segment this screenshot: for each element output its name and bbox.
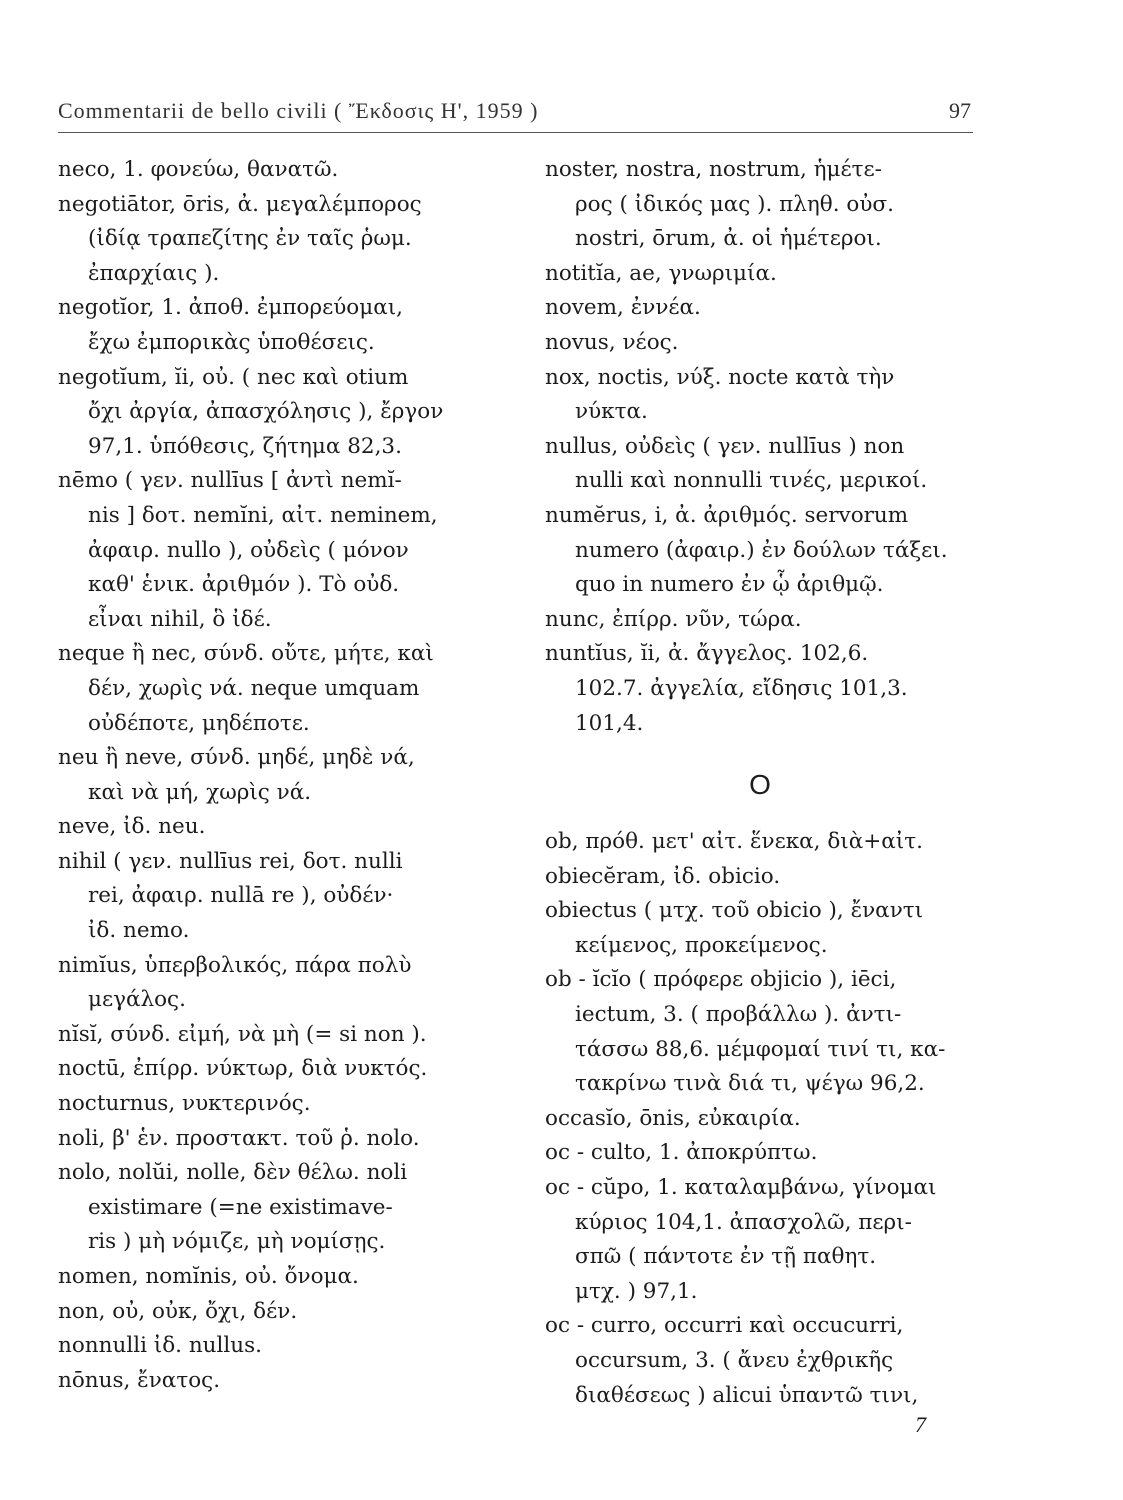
right-column-top-entries — [545, 153, 975, 741]
right-column-bottom-entries — [545, 825, 975, 1413]
dictionary-line: nēmo ( γεν. nullīus [ ἀντὶ nemĭ- — [58, 468, 402, 494]
dictionary-line: numĕrus, i, ἀ. ἀριθμός. servorum — [545, 502, 909, 528]
dictionary-line: κύριος 104,1. ἀπασχολῶ, περι- — [575, 1209, 912, 1235]
dictionary-line: ob, πρόθ. μετ' αἰτ. ἕνεκα, διὰ+αἰτ. — [545, 829, 923, 855]
dictionary-line: notitĭa, ae, γνωριμία. — [545, 260, 777, 286]
page-header — [58, 92, 973, 133]
dictionary-line: noli, β' ἑν. προστακτ. τοῦ ῥ. nolo. — [58, 1125, 420, 1151]
dictionary-line: noster, nostra, nostrum, ἡμέτε- — [545, 157, 882, 182]
dictionary-line: νύκτα. — [575, 399, 648, 425]
dictionary-line: existimare (=ne existimave- — [88, 1194, 393, 1220]
dictionary-line: novem, ἐννέα. — [545, 295, 701, 321]
dictionary-line: μτχ. ) 97,1. — [575, 1278, 698, 1304]
dictionary-line: rei, ἀφαιρ. nullā re ), οὐδέν· — [88, 883, 394, 909]
dictionary-line: ὄχι ἀργία, ἀπασχόλησις ), ἔργον — [88, 399, 444, 425]
dictionary-line: novus, νέος. — [545, 329, 679, 355]
dictionary-line: iectum, 3. ( προβάλλω ). ἀντι- — [575, 1002, 902, 1028]
dictionary-line: κείμενος, προκείμενος. — [575, 932, 828, 958]
dictionary-line: oc - culto, 1. ἀποκρύπτω. — [545, 1140, 818, 1166]
dictionary-line: numero (ἀφαιρ.) ἐν δούλων τάξει. — [575, 537, 948, 563]
dictionary-line: nox, noctis, νύξ. nocte κατὰ τὴν — [545, 364, 895, 390]
dictionary-line: nis ] δοτ. nemĭni, αἰτ. neminem, — [88, 502, 438, 528]
dictionary-line: negotĭum, ĭi, οὐ. ( nec καὶ otium — [58, 364, 409, 390]
dictionary-line: neque ἢ nec, σύνδ. οὔτε, μήτε, καὶ — [58, 641, 434, 667]
dictionary-line: ρος ( ἰδικός μας ). πληθ. οὐσ. — [575, 191, 894, 217]
footer-signature: 7 — [915, 1412, 926, 1437]
dictionary-line: διαθέσεως ) alicui ὑπαντῶ τινι, — [575, 1382, 919, 1408]
dictionary-line: neco, 1. φονεύω, θανατῶ. — [58, 157, 339, 182]
dictionary-line: 97,1. ὑπόθεσις, ζήτημα 82,3. — [88, 433, 402, 459]
dictionary-line: nonnulli ἰδ. nullus. — [58, 1333, 262, 1359]
section-letter: O — [749, 769, 771, 801]
dictionary-line: oc - cŭpo, 1. καταλαμβάνω, γίνομαι — [545, 1175, 937, 1201]
dictionary-line: ris ) μὴ νόμιζε, μὴ νομίσῃς. — [88, 1229, 386, 1255]
dictionary-line: nulli καὶ nonnulli τινές, μερικοί. — [575, 468, 928, 494]
dictionary-line: nolo, nolŭi, nolle, δὲν θέλω. noli — [58, 1160, 408, 1186]
dictionary-line: neu ἢ neve, σύνδ. μηδέ, μηδὲ νά, — [58, 745, 415, 771]
dictionary-line: negotiātor, ōris, ἀ. μεγαλέμπορος — [58, 191, 422, 217]
dictionary-line: neve, ἰδ. neu. — [58, 814, 206, 840]
dictionary-line: obiectus ( μτχ. τοῦ obicio ), ἔναντι — [545, 898, 924, 924]
dictionary-line: (ἰδίᾳ τραπεζίτης ἐν ταῖς ῥωμ. — [88, 226, 412, 252]
dictionary-line: 102.7. ἀγγελία, εἴδησις 101,3. — [575, 675, 908, 701]
dictionary-line: nullus, οὐδεὶς ( γεν. nullīus ) non — [545, 433, 905, 459]
dictionary-line: occasĭo, ōnis, εὐκαιρία. — [545, 1105, 801, 1131]
dictionary-line: nimĭus, ὑπερβολικός, πάρα πολὺ — [58, 952, 412, 978]
dictionary-line: καὶ νὰ μή, χωρὶς νά. — [88, 779, 312, 805]
dictionary-line: occursum, 3. ( ἄνευ ἐχθρικῆς — [575, 1348, 894, 1373]
dictionary-line: καθ' ἑνικ. ἀριθμόν ). Τὸ οὐδ. — [88, 572, 400, 598]
dictionary-line: εἶναι nihil, ὃ ἰδέ. — [88, 606, 272, 632]
dictionary-line: τάσσω 88,6. μέμφομαί τινί τι, κα- — [575, 1036, 946, 1062]
dictionary-line: obiecĕram, ἰδ. obicio. — [545, 863, 781, 889]
dictionary-line: nuntĭus, ĭi, ἀ. ἄγγελος. 102,6. — [545, 641, 869, 667]
dictionary-line: non, οὐ, οὐκ, ὄχι, δέν. — [58, 1298, 298, 1324]
dictionary-line: nĭsĭ, σύνδ. εἰμή, νὰ μὴ (= si non ). — [58, 1021, 427, 1047]
right-column — [545, 153, 975, 1413]
dictionary-line: nomen, nomĭnis, οὐ. ὄνομα. — [58, 1264, 359, 1289]
dictionary-line: οὐδέποτε, μηδέποτε. — [88, 710, 310, 736]
dictionary-line: τακρίνω τινὰ διά τι, ψέγω 96,2. — [575, 1071, 925, 1097]
dictionary-line: σπῶ ( πάντοτε ἐν τῇ παθητ. — [575, 1244, 877, 1270]
dictionary-line: nihil ( γεν. nullīus rei, δοτ. nulli — [58, 848, 403, 874]
dictionary-line: nōnus, ἔνατος. — [58, 1367, 221, 1393]
dictionary-line: oc - curro, occurri καὶ occucurri, — [545, 1313, 904, 1339]
page-number: 97 — [949, 98, 971, 123]
dictionary-line: ἰδ. nemo. — [88, 918, 190, 944]
dictionary-line: ἀφαιρ. nullo ), οὐδεὶς ( μόνον — [88, 537, 409, 563]
header-title: Commentarii de bello civili ( Ἔκδοσις Η', 1959 ) — [58, 98, 539, 123]
left-column — [58, 153, 523, 1398]
dictionary-line: μεγάλος. — [88, 987, 186, 1013]
dictionary-line: nunc, ἐπίρρ. νῦν, τώρα. — [545, 606, 802, 632]
dictionary-line: negotĭor, 1. ἀποθ. ἐμπορεύομαι, — [58, 295, 404, 321]
dictionary-line: 101,4. — [575, 710, 644, 736]
dictionary-line: noctū, ἐπίρρ. νύκτωρ, διὰ νυκτός. — [58, 1056, 428, 1082]
dictionary-line: δέν, χωρὶς νά. neque umquam — [88, 675, 420, 701]
dictionary-line: ἐπαρχίαις ). — [88, 260, 220, 286]
dictionary-line: ἔχω ἐμπορικὰς ὑποθέσεις. — [88, 329, 375, 355]
dictionary-line: nostri, ōrum, ἀ. οἱ ἡμέτεροι. — [575, 226, 882, 252]
dictionary-line: ob - ĭcĭo ( πρόφερε objicio ), iēci, — [545, 967, 897, 993]
dictionary-line: nocturnus, νυκτερινός. — [58, 1091, 311, 1117]
dictionary-line: quo in numero ἐν ᾧ ἀριθμῷ. — [575, 572, 884, 598]
